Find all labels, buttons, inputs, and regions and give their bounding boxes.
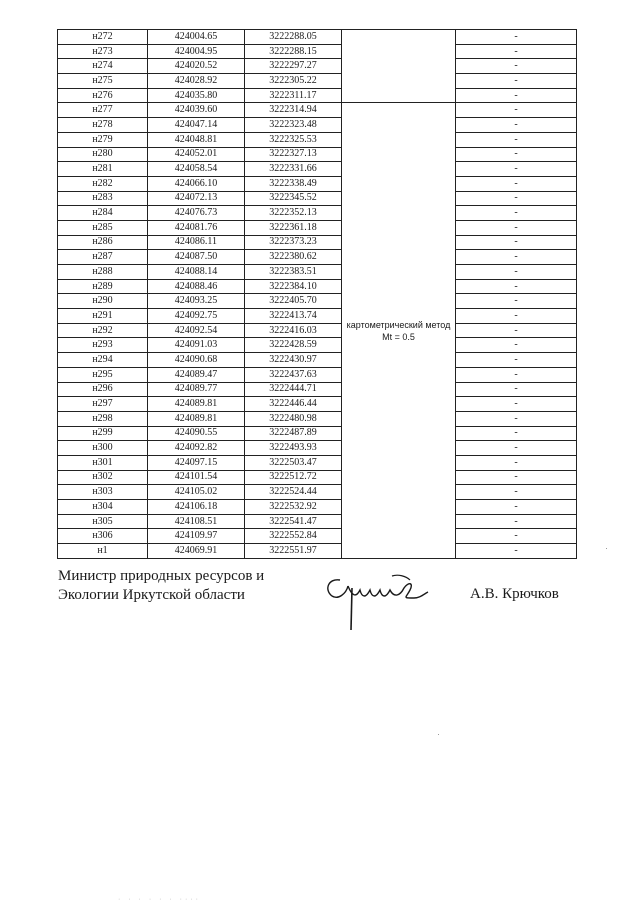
- table-row: [58, 309, 577, 324]
- method-cell: [342, 30, 456, 103]
- x-coordinate-cell: 424108.51: [148, 514, 245, 529]
- x-coordinate-cell: 424004.65: [148, 30, 245, 45]
- method-text: картометрический метод Mt = 0.5: [346, 319, 451, 342]
- x-coordinate-cell: 424066.10: [148, 176, 245, 191]
- table-row: [58, 382, 577, 397]
- table-row: [58, 455, 577, 470]
- point-name-cell: н272: [58, 30, 148, 45]
- point-name-cell: н273: [58, 44, 148, 59]
- y-coordinate-cell: 3222297.27: [245, 59, 342, 74]
- x-coordinate-cell: 424039.60: [148, 103, 245, 118]
- signatory-position-line-2: Экологии Иркутской области: [58, 587, 245, 603]
- table-row: [58, 220, 577, 235]
- x-coordinate-cell: 424047.14: [148, 118, 245, 133]
- table-row: [58, 118, 577, 133]
- x-coordinate-cell: 424058.54: [148, 162, 245, 177]
- point-name-cell: н277: [58, 103, 148, 118]
- accuracy-cell: -: [456, 455, 577, 470]
- y-coordinate-cell: 3222430.97: [245, 353, 342, 368]
- point-name-cell: н292: [58, 323, 148, 338]
- accuracy-cell: -: [456, 206, 577, 221]
- accuracy-cell: -: [456, 250, 577, 265]
- y-coordinate-cell: 3222383.51: [245, 265, 342, 280]
- x-coordinate-cell: 424028.92: [148, 74, 245, 89]
- table-row: [58, 147, 577, 162]
- point-name-cell: н299: [58, 426, 148, 441]
- accuracy-cell: -: [456, 132, 577, 147]
- table-row: [58, 44, 577, 59]
- table-row: [58, 132, 577, 147]
- point-name-cell: н303: [58, 485, 148, 500]
- y-coordinate-cell: 3222288.05: [245, 30, 342, 45]
- y-coordinate-cell: 3222413.74: [245, 309, 342, 324]
- table-row: [58, 59, 577, 74]
- point-name-cell: н295: [58, 367, 148, 382]
- table-row: [58, 426, 577, 441]
- table-row: [58, 235, 577, 250]
- table-row: [58, 74, 577, 89]
- x-coordinate-cell: 424086.11: [148, 235, 245, 250]
- point-name-cell: н1: [58, 544, 148, 559]
- y-coordinate-cell: 3222512.72: [245, 470, 342, 485]
- accuracy-cell: -: [456, 485, 577, 500]
- scan-noise: · · · · · · ····: [118, 896, 201, 903]
- y-coordinate-cell: 3222444.71: [245, 382, 342, 397]
- point-name-cell: н284: [58, 206, 148, 221]
- accuracy-cell: -: [456, 397, 577, 412]
- accuracy-cell: -: [456, 367, 577, 382]
- x-coordinate-cell: 424081.76: [148, 220, 245, 235]
- y-coordinate-cell: 3222487.89: [245, 426, 342, 441]
- x-coordinate-cell: 424048.81: [148, 132, 245, 147]
- accuracy-cell: -: [456, 59, 577, 74]
- accuracy-cell: -: [456, 470, 577, 485]
- point-name-cell: н294: [58, 353, 148, 368]
- accuracy-cell: -: [456, 147, 577, 162]
- accuracy-cell: -: [456, 441, 577, 456]
- method-cell: [342, 103, 456, 558]
- point-name-cell: н305: [58, 514, 148, 529]
- y-coordinate-cell: 3222288.15: [245, 44, 342, 59]
- point-name-cell: н288: [58, 265, 148, 280]
- table-row: [58, 176, 577, 191]
- y-coordinate-cell: 3222323.48: [245, 118, 342, 133]
- scan-speck: [438, 734, 439, 735]
- y-coordinate-cell: 3222428.59: [245, 338, 342, 353]
- table-row: [58, 103, 577, 118]
- y-coordinate-cell: 3222551.97: [245, 544, 342, 559]
- x-coordinate-cell: 424035.80: [148, 88, 245, 103]
- point-name-cell: н300: [58, 441, 148, 456]
- accuracy-cell: -: [456, 353, 577, 368]
- y-coordinate-cell: 3222532.92: [245, 500, 342, 515]
- accuracy-cell: -: [456, 118, 577, 133]
- x-coordinate-cell: 424072.13: [148, 191, 245, 206]
- table-row: [58, 470, 577, 485]
- scan-speck: [606, 548, 607, 549]
- x-coordinate-cell: 424069.91: [148, 544, 245, 559]
- signatory-position: [58, 567, 264, 605]
- point-name-cell: н275: [58, 74, 148, 89]
- table-row: [58, 279, 577, 294]
- point-name-cell: н291: [58, 309, 148, 324]
- table-row: [58, 88, 577, 103]
- table-row: [58, 323, 577, 338]
- table-row: [58, 485, 577, 500]
- x-coordinate-cell: 424097.15: [148, 455, 245, 470]
- y-coordinate-cell: 3222338.49: [245, 176, 342, 191]
- accuracy-cell: -: [456, 265, 577, 280]
- table-row: [58, 338, 577, 353]
- point-name-cell: н287: [58, 250, 148, 265]
- x-coordinate-cell: 424092.82: [148, 441, 245, 456]
- x-coordinate-cell: 424089.77: [148, 382, 245, 397]
- point-name-cell: н280: [58, 147, 148, 162]
- y-coordinate-cell: 3222327.13: [245, 147, 342, 162]
- table-row: [58, 529, 577, 544]
- table-row: [58, 265, 577, 280]
- x-coordinate-cell: 424087.50: [148, 250, 245, 265]
- accuracy-cell: -: [456, 544, 577, 559]
- x-coordinate-cell: 424089.81: [148, 411, 245, 426]
- table-row: [58, 191, 577, 206]
- point-name-cell: н306: [58, 529, 148, 544]
- point-name-cell: н296: [58, 382, 148, 397]
- point-name-cell: н278: [58, 118, 148, 133]
- x-coordinate-cell: 424088.46: [148, 279, 245, 294]
- accuracy-cell: -: [456, 88, 577, 103]
- accuracy-cell: -: [456, 338, 577, 353]
- point-name-cell: н293: [58, 338, 148, 353]
- x-coordinate-cell: 424020.52: [148, 59, 245, 74]
- point-name-cell: н302: [58, 470, 148, 485]
- accuracy-cell: -: [456, 529, 577, 544]
- y-coordinate-cell: 3222305.22: [245, 74, 342, 89]
- table-row: [58, 294, 577, 309]
- y-coordinate-cell: 3222345.52: [245, 191, 342, 206]
- x-coordinate-cell: 424109.97: [148, 529, 245, 544]
- point-name-cell: н279: [58, 132, 148, 147]
- x-coordinate-cell: 424090.55: [148, 426, 245, 441]
- accuracy-cell: -: [456, 162, 577, 177]
- y-coordinate-cell: 3222541.47: [245, 514, 342, 529]
- accuracy-cell: -: [456, 30, 577, 45]
- coordinates-table-body: [58, 30, 577, 559]
- y-coordinate-cell: 3222503.47: [245, 455, 342, 470]
- y-coordinate-cell: 3222373.23: [245, 235, 342, 250]
- x-coordinate-cell: 424092.54: [148, 323, 245, 338]
- x-coordinate-cell: 424089.81: [148, 397, 245, 412]
- point-name-cell: н301: [58, 455, 148, 470]
- y-coordinate-cell: 3222437.63: [245, 367, 342, 382]
- table-row: [58, 162, 577, 177]
- x-coordinate-cell: 424106.18: [148, 500, 245, 515]
- table-row: [58, 206, 577, 221]
- y-coordinate-cell: 3222331.66: [245, 162, 342, 177]
- x-coordinate-cell: 424076.73: [148, 206, 245, 221]
- x-coordinate-cell: 424004.95: [148, 44, 245, 59]
- signatory-name: А.В. Крючков: [470, 586, 559, 602]
- y-coordinate-cell: 3222311.17: [245, 88, 342, 103]
- signatory-position-line-1: Министр природных ресурсов и: [58, 568, 265, 584]
- accuracy-cell: -: [456, 44, 577, 59]
- y-coordinate-cell: 3222524.44: [245, 485, 342, 500]
- y-coordinate-cell: 3222380.62: [245, 250, 342, 265]
- y-coordinate-cell: 3222493.93: [245, 441, 342, 456]
- table-row: [58, 411, 577, 426]
- x-coordinate-cell: 424088.14: [148, 265, 245, 280]
- x-coordinate-cell: 424093.25: [148, 294, 245, 309]
- x-coordinate-cell: 424089.47: [148, 367, 245, 382]
- x-coordinate-cell: 424092.75: [148, 309, 245, 324]
- y-coordinate-cell: 3222405.70: [245, 294, 342, 309]
- table-row: [58, 544, 577, 559]
- y-coordinate-cell: 3222325.53: [245, 132, 342, 147]
- signature-icon: [318, 568, 430, 632]
- table-row: [58, 250, 577, 265]
- table-row: [58, 441, 577, 456]
- y-coordinate-cell: 3222314.94: [245, 103, 342, 118]
- point-name-cell: н298: [58, 411, 148, 426]
- y-coordinate-cell: 3222446.44: [245, 397, 342, 412]
- accuracy-cell: -: [456, 309, 577, 324]
- point-name-cell: н285: [58, 220, 148, 235]
- accuracy-cell: -: [456, 235, 577, 250]
- table-row: [58, 367, 577, 382]
- accuracy-cell: -: [456, 176, 577, 191]
- y-coordinate-cell: 3222361.18: [245, 220, 342, 235]
- y-coordinate-cell: 3222352.13: [245, 206, 342, 221]
- y-coordinate-cell: 3222384.10: [245, 279, 342, 294]
- table-row: [58, 30, 577, 45]
- accuracy-cell: -: [456, 514, 577, 529]
- point-name-cell: н281: [58, 162, 148, 177]
- accuracy-cell: -: [456, 411, 577, 426]
- point-name-cell: н289: [58, 279, 148, 294]
- y-coordinate-cell: 3222416.03: [245, 323, 342, 338]
- x-coordinate-cell: 424090.68: [148, 353, 245, 368]
- accuracy-cell: -: [456, 220, 577, 235]
- point-name-cell: н276: [58, 88, 148, 103]
- accuracy-cell: -: [456, 74, 577, 89]
- y-coordinate-cell: 3222552.84: [245, 529, 342, 544]
- x-coordinate-cell: 424052.01: [148, 147, 245, 162]
- point-name-cell: н297: [58, 397, 148, 412]
- accuracy-cell: -: [456, 500, 577, 515]
- y-coordinate-cell: 3222480.98: [245, 411, 342, 426]
- accuracy-cell: -: [456, 279, 577, 294]
- x-coordinate-cell: 424101.54: [148, 470, 245, 485]
- accuracy-cell: -: [456, 323, 577, 338]
- table-row: [58, 500, 577, 515]
- coordinates-table: [57, 29, 577, 559]
- point-name-cell: н274: [58, 59, 148, 74]
- accuracy-cell: -: [456, 103, 577, 118]
- table-row: [58, 397, 577, 412]
- point-name-cell: н286: [58, 235, 148, 250]
- accuracy-cell: -: [456, 294, 577, 309]
- table-row: [58, 353, 577, 368]
- point-name-cell: н283: [58, 191, 148, 206]
- point-name-cell: н282: [58, 176, 148, 191]
- accuracy-cell: -: [456, 426, 577, 441]
- accuracy-cell: -: [456, 382, 577, 397]
- accuracy-cell: -: [456, 191, 577, 206]
- table-row: [58, 514, 577, 529]
- point-name-cell: н304: [58, 500, 148, 515]
- x-coordinate-cell: 424105.02: [148, 485, 245, 500]
- x-coordinate-cell: 424091.03: [148, 338, 245, 353]
- point-name-cell: н290: [58, 294, 148, 309]
